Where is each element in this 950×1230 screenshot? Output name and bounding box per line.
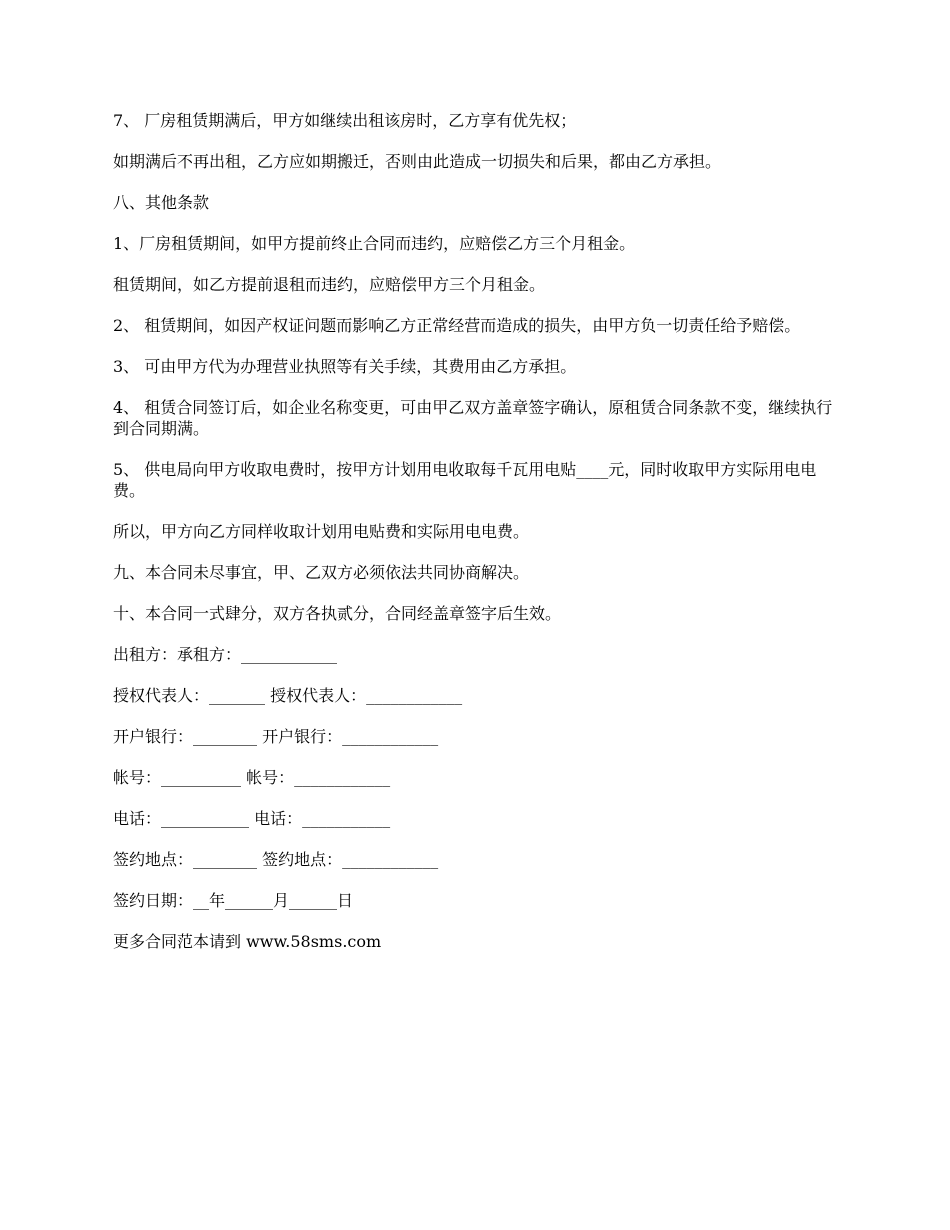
clause-8-1-lessee-breach: 租赁期间，如乙方提前退租而违约，应赔偿甲方三个月租金。: [113, 275, 546, 294]
signature-accounts: 帐号：__________ 帐号：____________: [113, 768, 391, 787]
footer-more-templates: 更多合同范本请到 www.58sms.com: [113, 932, 382, 951]
clause-8-5-electricity-summary: 所以，甲方向乙方同样收取计划用电贴费和实际用电电费。: [113, 522, 530, 541]
signature-locations: 签约地点：________ 签约地点：____________: [113, 850, 439, 869]
signature-banks: 开户银行：________ 开户银行：____________: [113, 727, 439, 746]
clause-7-relocation: 如期满后不再出租，乙方应如期搬迁，否则由此造成一切损失和后果，都由乙方承担。: [113, 152, 722, 171]
signature-parties: 出租方：承租方：____________: [113, 645, 338, 664]
clause-8-1-lessor-breach: 1、厂房租赁期间，如甲方提前终止合同而违约，应赔偿乙方三个月租金。: [113, 234, 636, 253]
clause-8-2-property-certificate: 2、 租赁期间，如因产权证问题而影响乙方正常经营而造成的损失，由甲方负一切责任给予赔偿。: [113, 316, 801, 335]
section-9-heading: 九、本合同未尽事宜，甲、乙双方必须依法共同协商解决。: [113, 563, 530, 582]
clause-8-4-name-change: 4、 租赁合同签订后，如企业名称变更，可由甲乙双方盖章签字确认，原租赁合同条款不变，继续执行到合同期满。: [113, 398, 833, 438]
clause-7-priority-right: 7、 厂房租赁期满后，甲方如继续出租该房时，乙方享有优先权；: [113, 111, 577, 130]
signature-phones: 电话：___________ 电话：___________: [113, 809, 391, 828]
signature-representatives: 授权代表人：_______ 授权代表人：____________: [113, 686, 463, 705]
section-10-heading: 十、本合同一式肆分，双方各执贰分，合同经盖章签字后生效。: [113, 604, 562, 623]
signature-date: 签约日期：__年______月______日: [113, 891, 354, 910]
clause-8-5-electricity-fee: 5、 供电局向甲方收取电费时，按甲方计划用电收取每千瓦用电贴____元，同时收取甲方实际用电电费。: [113, 460, 817, 500]
section-8-heading: 八、其他条款: [113, 193, 210, 212]
clause-8-3-business-license: 3、 可由甲方代为办理营业执照等有关手续，其费用由乙方承担。: [113, 357, 577, 376]
document-body: [113, 110, 838, 952]
